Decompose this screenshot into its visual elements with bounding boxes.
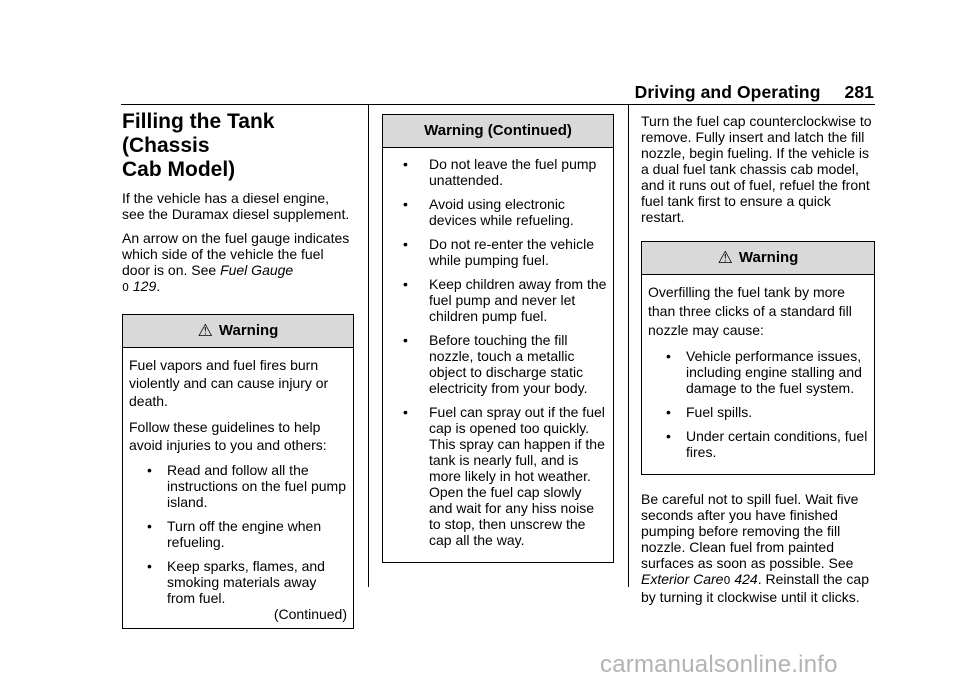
- warning-header: ⚠ Warning: [123, 315, 353, 348]
- warning-box-1: [122, 314, 354, 629]
- column-3: [641, 113, 875, 613]
- fuel-door-paragraph: An arrow on the fuel gauge indicates which side of the vehicle the fuel door is on. See Fuel Gauge 0 129.: [122, 230, 350, 294]
- list-item: • Do not leave the fuel pump unattended.: [403, 156, 597, 188]
- warning-text: Follow these guidelines to help avoid injuries to you and others:: [129, 419, 327, 453]
- diesel-paragraph: If the vehicle has a diesel engine, see the Duramax diesel supplement.: [122, 190, 350, 222]
- list-item: • Fuel spills.: [666, 404, 753, 420]
- list-item: • Avoid using electronic devices while refueling.: [403, 196, 574, 228]
- header-rule: [121, 104, 875, 105]
- list-item: • Keep sparks, flames, and smoking materials away from fuel.: [147, 558, 325, 606]
- header-section-title: Driving and Operating: [634, 82, 821, 102]
- section-title: Filling the Tank (Chassis Cab Model): [122, 110, 275, 181]
- list-item: • Before touching the fill nozzle, touch a metallic object to discharge static electricity from your body.: [403, 332, 588, 396]
- column-divider-2: [628, 105, 629, 587]
- list-item: • Under certain conditions, fuel fires.: [666, 428, 868, 460]
- list-item: • Read and follow all the instructions on the fuel pump island.: [147, 462, 346, 510]
- warning-triangle-icon: ⚠: [197, 321, 213, 340]
- list-item: • Fuel can spray out if the fuel cap is opened too quickly. This spray can happen if the tank is nearly full, and is more likely in hot weather. Open the fuel cap slowly and wait for any hiss noise to stop, then unscrew the cap all the way.: [403, 404, 605, 548]
- fuel-gauge-page-link[interactable]: 129: [132, 278, 157, 294]
- continued-label: (Continued): [273, 606, 347, 622]
- warning-header: ⚠ Warning: [642, 242, 874, 275]
- list-item: • Keep children away from the fuel pump and never let children pump fuel.: [403, 276, 607, 324]
- warning-continued-header: Warning (Continued): [383, 115, 613, 148]
- exterior-care-page-link[interactable]: 424: [734, 571, 758, 587]
- spill-paragraph: Be careful not to spill fuel. Wait five seconds after you have finished pumping before removing the fill nozzle. Clean fuel from painted surfaces as soon as possible. See Exterior Care0 424. Reinstall the cap by turning it clockwise until it clicks.: [641, 491, 870, 605]
- warning-box-continued: [382, 114, 614, 563]
- list-item: • Vehicle performance issues, including engine stalling and damage to the fuel system.: [666, 348, 862, 396]
- warning-box-2: [641, 241, 875, 475]
- warning-text: Overfilling the fuel tank by more than three clicks of a standard fill nozzle may cause:: [648, 284, 852, 338]
- column-divider-1: [368, 105, 369, 587]
- page-ref-icon: 0: [122, 281, 129, 294]
- column-1: [122, 110, 354, 629]
- page-ref-icon: 0: [723, 574, 731, 587]
- list-item: • Turn off the engine when refueling.: [147, 518, 322, 550]
- fuel-gauge-link[interactable]: Fuel Gauge: [220, 262, 294, 278]
- warning-triangle-icon: ⚠: [717, 248, 733, 267]
- warning-text: Fuel vapors and fuel fires burn violently and can cause injury or death.: [129, 357, 329, 409]
- list-item: • Do not re-enter the vehicle while pumping fuel.: [403, 236, 594, 268]
- fuel-cap-paragraph: Turn the fuel cap counterclockwise to remove. Fully insert and latch the fill nozzle, begin fueling. If the vehicle is a dual fuel tank chassis cab model, and it runs out of fuel, refuel the front fuel tank first to ensure a quick restart.: [641, 113, 872, 225]
- watermark-text: carmanualsonline.info: [600, 651, 838, 678]
- column-2: [382, 114, 614, 563]
- page-header: [0, 82, 874, 103]
- page-number: 281: [844, 82, 874, 102]
- exterior-care-link[interactable]: Exterior Care: [641, 571, 724, 587]
